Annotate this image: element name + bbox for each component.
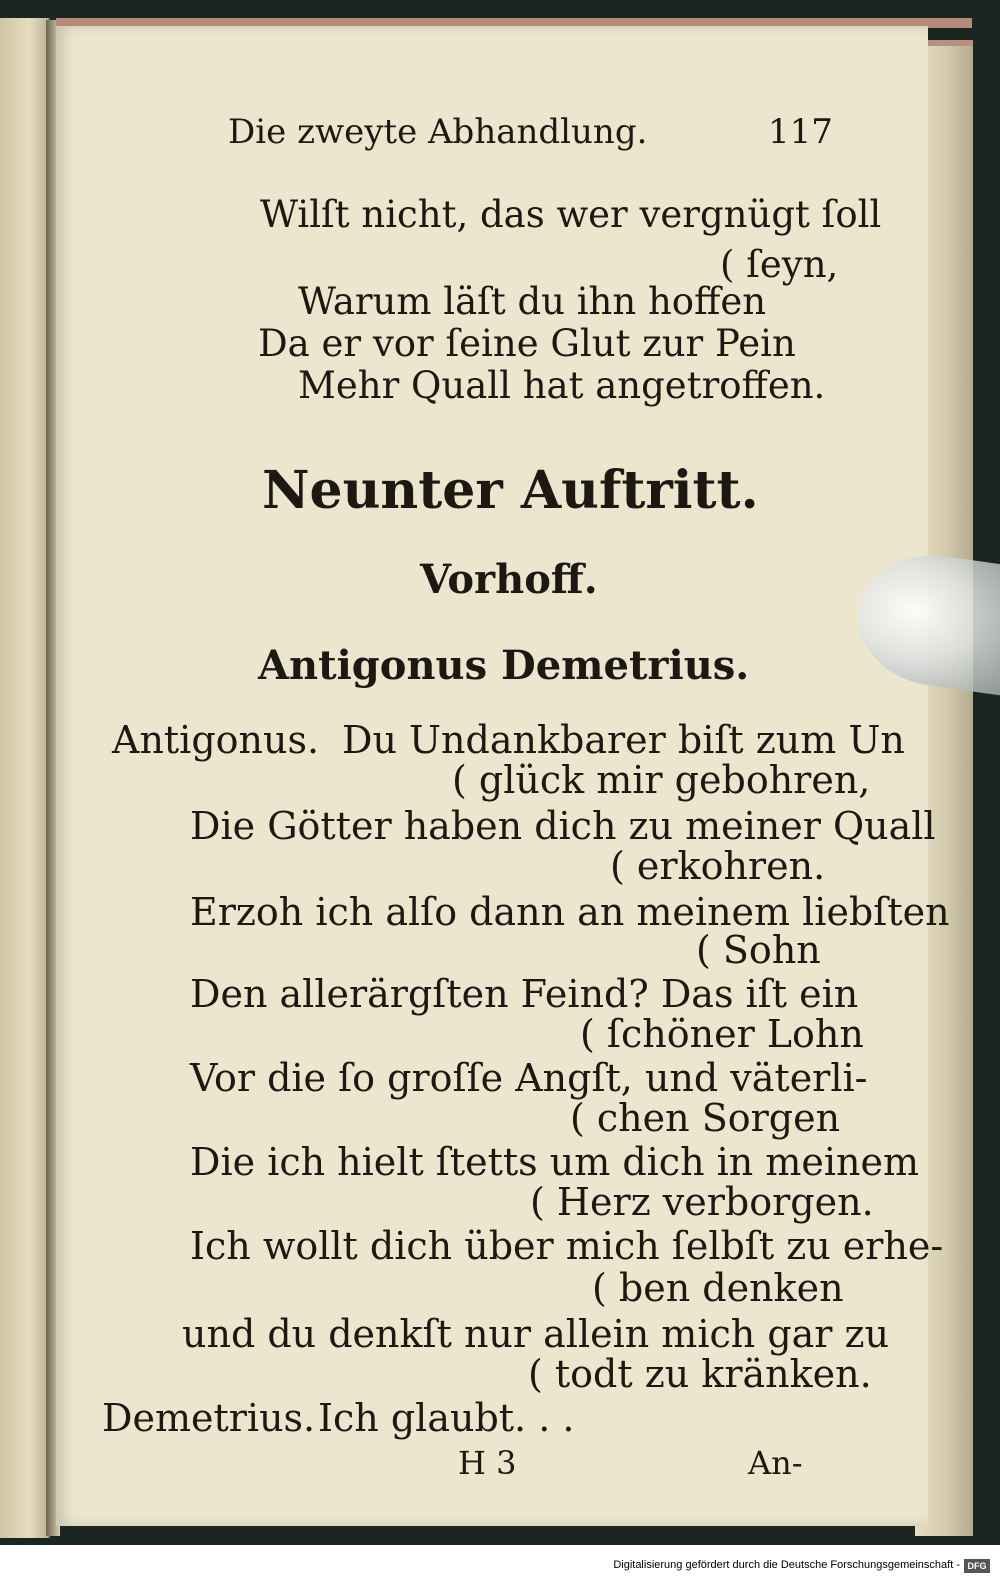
signature-mark: H 3 bbox=[458, 1444, 517, 1482]
speech-line: Du Undankbarer biſt zum Un bbox=[342, 718, 905, 762]
scene-characters: Antigonus Demetrius. bbox=[258, 642, 750, 689]
speech-line: und du denkſt nur allein mich gar zu bbox=[182, 1312, 890, 1356]
reply-text: Ich glaubt. . . bbox=[318, 1396, 575, 1440]
speech-line: ( Herz verborgen. bbox=[530, 1180, 874, 1224]
catchword: An- bbox=[748, 1444, 803, 1482]
page-number: 117 bbox=[768, 112, 833, 152]
speech-line: ( todt zu kränken. bbox=[528, 1352, 872, 1396]
verse-line: ( ſeyn, bbox=[720, 243, 839, 286]
verse-line: Da er vor ſeine Glut zur Pein bbox=[258, 322, 796, 365]
speech-line: ( glück mir gebohren, bbox=[452, 758, 871, 802]
speech-line: Erzoh ich alſo dann an meinem liebſten bbox=[190, 890, 950, 934]
running-title: Die zweyte Abhandlung. bbox=[228, 112, 648, 152]
speech-line: Die ich hielt ſtetts um dich in meinem bbox=[190, 1140, 920, 1184]
dfg-logo: DFG bbox=[964, 1559, 990, 1573]
speech-line: ( ben denken bbox=[592, 1266, 844, 1310]
scene-title: Neunter Auftritt. bbox=[262, 460, 759, 521]
speaker-name: Antigonus. bbox=[112, 718, 320, 762]
verse-line: Wilſt nicht, das wer vergnügt ſoll bbox=[260, 193, 882, 236]
reply-speaker: Demetrius. bbox=[102, 1396, 316, 1440]
funding-credit: Digitalisierung gefördert durch die Deutsche Forschungsgemeinschaft - bbox=[613, 1559, 960, 1571]
speech-line: Den allerärgſten Feind? Das iſt ein bbox=[190, 972, 859, 1016]
speech-line: Ich wollt dich über mich ſelbſt zu erhe- bbox=[190, 1224, 944, 1268]
speech-line: Vor die ſo groſſe Angſt, und väterli- bbox=[190, 1056, 868, 1100]
footer-bar bbox=[0, 1545, 1000, 1579]
scene-location: Vorhoff. bbox=[420, 556, 598, 603]
speech-line: ( ſchöner Lohn bbox=[580, 1012, 864, 1056]
speech-line: ( chen Sorgen bbox=[570, 1096, 841, 1140]
verse-line: Warum läſt du ihn hoffen bbox=[298, 280, 767, 323]
verse-line: Mehr Quall hat angetroffen. bbox=[298, 364, 826, 407]
speech-line: Die Götter haben dich zu meiner Quall bbox=[190, 804, 936, 848]
left-page-edge bbox=[0, 18, 50, 1538]
speech-line: ( Sohn bbox=[696, 928, 821, 972]
speech-line: ( erkohren. bbox=[610, 844, 826, 888]
